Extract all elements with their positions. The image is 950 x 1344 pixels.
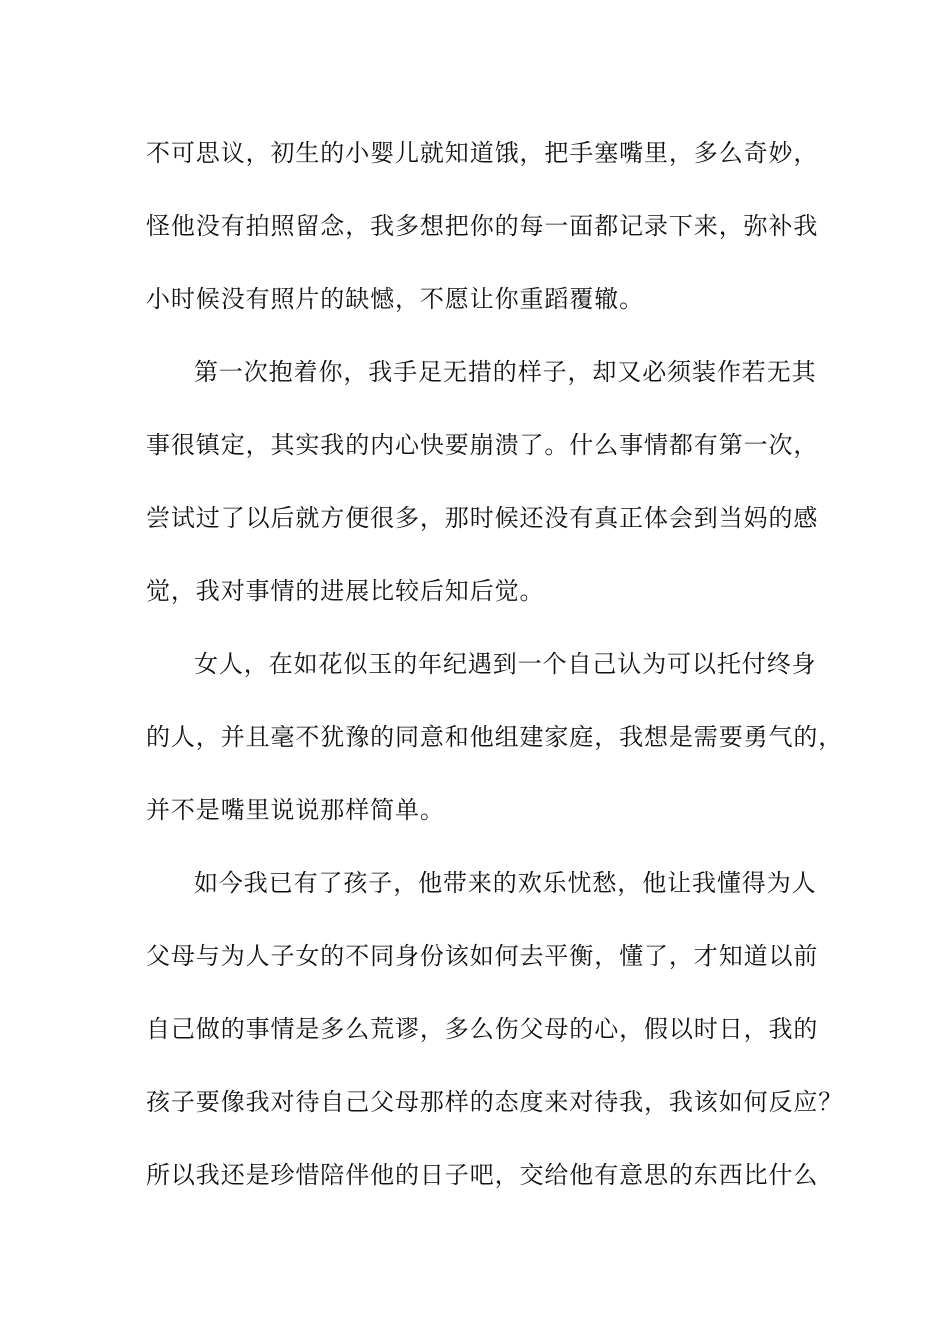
text-line: 自己做的事情是多么荒谬，多么伤父母的心，假以时日，我的 [146, 1015, 819, 1043]
text-line: 所以我还是珍惜陪伴他的日子吧，交给他有意思的东西比什么 [146, 1161, 819, 1189]
text-line: 不可思议，初生的小婴儿就知道饿，把手塞嘴里，多么奇妙， [146, 139, 819, 167]
text-line: 小时候没有照片的缺憾，不愿让你重蹈覆辙。 [146, 285, 644, 313]
text-line: 父母与为人子女的不同身份该如何去平衡，懂了，才知道以前 [146, 942, 819, 970]
text-line: 怪他没有拍照留念，我多想把你的每一面都记录下来，弥补我 [146, 212, 819, 240]
text-line: 孩子要像我对待自己父母那样的态度来对待我，我该如何反应？ [146, 1088, 844, 1116]
paragraph-first-line: 第一次抱着你，我手足无措的样子，却又必须装作若无其 [194, 358, 817, 386]
text-line: 尝试过了以后就方便很多，那时候还没有真正体会到当妈的感 [146, 504, 819, 532]
text-line: 觉，我对事情的进展比较后知后觉。 [146, 577, 545, 605]
paragraph-first-line: 如今我已有了孩子，他带来的欢乐忧愁，他让我懂得为人 [194, 869, 817, 897]
text-line: 事很镇定，其实我的内心快要崩溃了。什么事情都有第一次， [146, 431, 819, 459]
text-line: 的人，并且毫不犹豫的同意和他组建家庭，我想是需要勇气的， [146, 723, 844, 751]
paragraph-first-line: 女人，在如花似玉的年纪遇到一个自己认为可以托付终身 [194, 650, 817, 678]
text-line: 并不是嘴里说说那样简单。 [146, 796, 445, 824]
